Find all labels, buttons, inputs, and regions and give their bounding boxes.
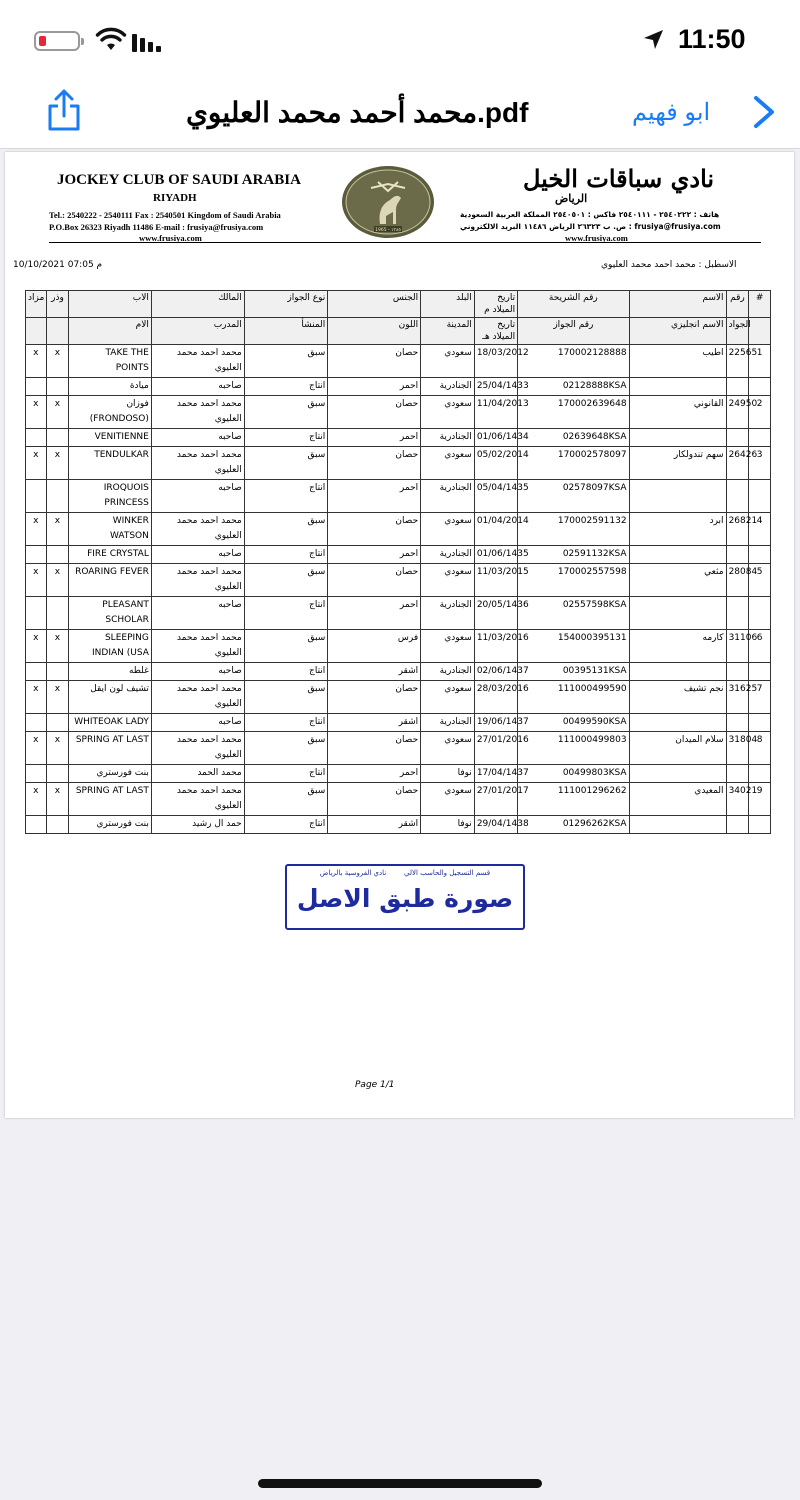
table-cell-passport: 02557598KSA: [518, 597, 629, 630]
table-cell-trainer: صاحبه: [151, 663, 244, 681]
table-cell-name-en: [629, 714, 726, 732]
table-cell-trainer: صاحبه: [151, 714, 244, 732]
table-cell-w: x: [46, 396, 69, 429]
table-cell-name: اطيب: [629, 345, 726, 378]
table-cell-n: 6: [749, 630, 771, 663]
table-header-cell: [749, 318, 771, 345]
table-header-cell: الجنس: [328, 291, 421, 318]
table-header-cell: المدرب: [151, 318, 244, 345]
table-cell-empty: [46, 663, 69, 681]
table-cell-sex: حصان: [328, 513, 421, 546]
table-cell-empty: [749, 714, 771, 732]
table-cell-empty: [26, 597, 47, 630]
table-header-cell: مزاد: [26, 291, 47, 318]
table-cell-name-en: [629, 663, 726, 681]
table-cell-n: 9: [749, 783, 771, 816]
table-cell-dob-g: 11/03/2015: [474, 564, 517, 597]
table-cell-chip: 111001296262: [518, 783, 629, 816]
club-logo: [338, 164, 438, 240]
table-cell-country: سعودي: [421, 345, 475, 378]
table-cell-chip: 111000499803: [518, 732, 629, 765]
table-cell-id: 34021: [726, 783, 749, 816]
letterhead-en-title: JOCKEY CLUB OF SAUDI ARABIA: [57, 172, 301, 188]
table-cell-city: الجنادرية: [421, 546, 475, 564]
table-cell-empty: [749, 597, 771, 630]
table-cell-dam: WHITEOAK LADY: [69, 714, 152, 732]
table-cell-empty: [726, 480, 749, 513]
table-cell-trainer: صاحبه: [151, 378, 244, 396]
table-cell-dob-h: 25/04/1433: [474, 378, 517, 396]
table-cell-dam: VENITIENNE: [69, 429, 152, 447]
table-cell-sex: حصان: [328, 681, 421, 714]
table-cell-chip: 111000499590: [518, 681, 629, 714]
table-cell-country: سعودي: [421, 681, 475, 714]
table-cell-dob-g: 27/01/2016: [474, 732, 517, 765]
table-cell-m: x: [26, 630, 47, 663]
table-header-cell: المالك: [151, 291, 244, 318]
table-cell-pass-type: سبق: [244, 513, 328, 546]
table-row-secondary: [26, 546, 771, 564]
table-row: [26, 447, 771, 480]
page-number: Page 1/1: [355, 1080, 395, 1090]
table-cell-sex: حصان: [328, 783, 421, 816]
home-indicator[interactable]: [258, 1479, 542, 1488]
status-bar: [0, 0, 800, 84]
table-cell-sire: فوزان (FRONDOSO): [69, 396, 152, 429]
table-cell-passport: 00499590KSA: [518, 714, 629, 732]
table-cell-city: نوفا: [421, 816, 475, 834]
wifi-icon: [96, 28, 126, 52]
table-cell-n: 8: [749, 732, 771, 765]
table-cell-m: x: [26, 783, 47, 816]
back-button-label[interactable]: ابو فهيم: [632, 99, 711, 126]
table-cell-sex: حصان: [328, 564, 421, 597]
table-cell-empty: [749, 429, 771, 447]
table-row: [26, 783, 771, 816]
table-cell-country: سعودي: [421, 564, 475, 597]
table-cell-color: اشقر: [328, 663, 421, 681]
table-cell-empty: [26, 663, 47, 681]
table-cell-chip: 170002128888: [518, 345, 629, 378]
table-cell-w: x: [46, 345, 69, 378]
table-cell-chip: 170002557598: [518, 564, 629, 597]
table-row: [26, 681, 771, 714]
table-row: [26, 630, 771, 663]
table-header-cell: الاسم انجليزي: [629, 318, 726, 345]
table-cell-owner: محمد احمد محمد العليوي: [151, 564, 244, 597]
table-cell-dob-h: 29/04/1438: [474, 816, 517, 834]
table-cell-m: x: [26, 345, 47, 378]
table-cell-dob-g: 27/01/2017: [474, 783, 517, 816]
table-cell-color: احمر: [328, 597, 421, 630]
table-cell-dam: غلطه: [69, 663, 152, 681]
table-cell-dob-g: 11/04/2013: [474, 396, 517, 429]
table-cell-empty: [726, 663, 749, 681]
table-cell-owner: محمد احمد محمد العليوي: [151, 681, 244, 714]
table-cell-w: x: [46, 447, 69, 480]
status-time: 11:50: [678, 24, 746, 54]
table-cell-m: x: [26, 513, 47, 546]
table-cell-sire: تشيف لون ايقل: [69, 681, 152, 714]
table-header-cell: [26, 318, 47, 345]
table-cell-w: x: [46, 630, 69, 663]
letterhead-ar-line3: www.frusiya.com: [565, 233, 628, 243]
table-cell-dam: IROQUOIS PRINCESS: [69, 480, 152, 513]
table-row-secondary: [26, 816, 771, 834]
stamp-main-text: صورة طبق الاصل: [296, 884, 514, 913]
table-cell-passport: 00499803KSA: [518, 765, 629, 783]
table-cell-id: 31106: [726, 630, 749, 663]
table-header-cell: تاريخ الميلاد هـ: [474, 318, 517, 345]
table-cell-city: الجنادرية: [421, 429, 475, 447]
table-cell-name: مثعي: [629, 564, 726, 597]
table-cell-empty: [46, 816, 69, 834]
table-cell-name-en: [629, 765, 726, 783]
table-cell-sire: TENDULKAR: [69, 447, 152, 480]
certified-copy-stamp: [285, 864, 525, 930]
table-cell-dob-h: 20/05/1436: [474, 597, 517, 630]
table-row-secondary: [26, 597, 771, 630]
table-header-cell: تاريخ الميلاد م: [474, 291, 517, 318]
table-header-cell: اللون: [328, 318, 421, 345]
table-cell-country: سعودي: [421, 396, 475, 429]
cellular-signal-icon: [132, 32, 170, 52]
table-cell-name-en: [629, 378, 726, 396]
table-cell-owner: محمد احمد محمد العليوي: [151, 345, 244, 378]
letterhead-ar-line2: ص. ب ٢٦٣٢٣ الرياض ١١٤٨٦ البريد الالكتروني : frusiya@frusiya.com: [460, 222, 721, 231]
table-header-cell: الجواد: [726, 318, 749, 345]
table-cell-trainer: صاحبه: [151, 429, 244, 447]
table-cell-owner: محمد احمد محمد العليوي: [151, 513, 244, 546]
table-cell-dob-h: 02/06/1437: [474, 663, 517, 681]
table-cell-country: سعودي: [421, 732, 475, 765]
table-header-cell: [46, 318, 69, 345]
table-cell-country: سعودي: [421, 513, 475, 546]
table-cell-empty: [46, 378, 69, 396]
table-cell-dob-h: 01/06/1435: [474, 546, 517, 564]
stamp-top-left: قسم التسجيل والحاسب الالي: [404, 869, 491, 877]
table-cell-name: المعيدي: [629, 783, 726, 816]
document-title: محمد أحمد محمد العليوي.pdf: [186, 97, 529, 128]
table-cell-origin: انتاج: [244, 480, 328, 513]
table-cell-dam: بنت فورستري: [69, 816, 152, 834]
table-cell-id: 31804: [726, 732, 749, 765]
table-cell-name: ابرد: [629, 513, 726, 546]
table-cell-trainer: حمد ال رشيد: [151, 816, 244, 834]
table-cell-chip: 154000395131: [518, 630, 629, 663]
table-row-secondary: [26, 714, 771, 732]
table-header-cell: المدينة: [421, 318, 475, 345]
table-header-row: [26, 318, 771, 345]
table-cell-origin: انتاج: [244, 546, 328, 564]
table-row: [26, 564, 771, 597]
table-cell-empty: [46, 546, 69, 564]
letterhead-ar-line1: هاتف : ٢٥٤٠٢٢٢ - ٢٥٤٠١١١ فاكس : ٢٥٤٠٥٠١ المملكة العربية السعودية: [460, 210, 720, 219]
table-cell-sex: حصان: [328, 345, 421, 378]
table-cell-origin: انتاج: [244, 429, 328, 447]
table-cell-w: x: [46, 681, 69, 714]
table-cell-color: احمر: [328, 546, 421, 564]
table-cell-name-en: [629, 546, 726, 564]
table-cell-n: 4: [749, 513, 771, 546]
table-cell-color: احمر: [328, 429, 421, 447]
table-cell-sire: ROARING FEVER: [69, 564, 152, 597]
table-cell-name: نجم تشيف: [629, 681, 726, 714]
table-cell-empty: [26, 480, 47, 513]
table-cell-city: الجنادرية: [421, 378, 475, 396]
table-cell-name: القانوني: [629, 396, 726, 429]
battery-icon: [34, 31, 80, 51]
table-cell-empty: [46, 429, 69, 447]
table-cell-id: 24950: [726, 396, 749, 429]
table-header-cell: الاسم: [629, 291, 726, 318]
table-cell-passport: 00395131KSA: [518, 663, 629, 681]
table-cell-city: الجنادرية: [421, 597, 475, 630]
table-cell-sire: WINKER WATSON: [69, 513, 152, 546]
table-cell-empty: [46, 597, 69, 630]
table-cell-color: احمر: [328, 378, 421, 396]
letterhead-en-line1: Tel.: 2540222 - 2540111 Fax : 2540501 Kingdom of Saudi Arabia: [49, 210, 281, 220]
table-row-secondary: [26, 429, 771, 447]
table-cell-pass-type: سبق: [244, 564, 328, 597]
table-cell-empty: [749, 378, 771, 396]
table-cell-name: سلام الميدان: [629, 732, 726, 765]
table-cell-dob-h: 17/04/1437: [474, 765, 517, 783]
table-cell-n: 2: [749, 396, 771, 429]
report-datetime: 10/10/2021 07:05 م: [13, 260, 103, 270]
table-cell-w: x: [46, 513, 69, 546]
table-cell-m: x: [26, 681, 47, 714]
pdf-page: [5, 152, 794, 1118]
table-cell-dob-g: 11/03/2016: [474, 630, 517, 663]
letterhead-en-line2: P.O.Box 26323 Riyadh 11486 E-mail : frusiya@frusiya.com: [49, 222, 264, 232]
table-cell-owner: محمد احمد محمد العليوي: [151, 630, 244, 663]
table-cell-passport: 02128888KSA: [518, 378, 629, 396]
table-cell-country: سعودي: [421, 783, 475, 816]
table-cell-chip: 170002591132: [518, 513, 629, 546]
table-cell-dam: بنت فورستري: [69, 765, 152, 783]
table-cell-empty: [26, 714, 47, 732]
table-row-secondary: [26, 480, 771, 513]
table-cell-dam: PLEASANT SCHOLAR: [69, 597, 152, 630]
table-cell-m: x: [26, 447, 47, 480]
table-cell-id: 31625: [726, 681, 749, 714]
table-cell-empty: [726, 765, 749, 783]
table-cell-sex: حصان: [328, 396, 421, 429]
table-cell-empty: [46, 480, 69, 513]
table-row-secondary: [26, 378, 771, 396]
table-cell-origin: انتاج: [244, 714, 328, 732]
table-cell-dob-h: 05/04/1435: [474, 480, 517, 513]
table-header-cell: #: [749, 291, 771, 318]
table-cell-empty: [726, 714, 749, 732]
table-cell-trainer: صاحبه: [151, 480, 244, 513]
table-cell-pass-type: سبق: [244, 732, 328, 765]
table-cell-empty: [726, 597, 749, 630]
table-cell-pass-type: سبق: [244, 681, 328, 714]
table-cell-city: الجنادرية: [421, 714, 475, 732]
table-cell-empty: [46, 714, 69, 732]
table-cell-empty: [26, 816, 47, 834]
table-cell-m: x: [26, 732, 47, 765]
table-row: [26, 345, 771, 378]
table-cell-color: احمر: [328, 765, 421, 783]
table-cell-sire: SLEEPING INDIAN (USA: [69, 630, 152, 663]
table-cell-dob-g: 28/03/2016: [474, 681, 517, 714]
share-icon[interactable]: [44, 88, 84, 132]
table-cell-origin: انتاج: [244, 378, 328, 396]
table-cell-passport: 02639648KSA: [518, 429, 629, 447]
table-cell-pass-type: سبق: [244, 447, 328, 480]
table-cell-trainer: صاحبه: [151, 597, 244, 630]
table-cell-sire: SPRING AT LAST: [69, 732, 152, 765]
table-cell-origin: انتاج: [244, 663, 328, 681]
stamp-top-right: نادي الفروسية بالرياض: [319, 869, 387, 877]
table-cell-color: اشقر: [328, 816, 421, 834]
table-cell-n: 7: [749, 681, 771, 714]
table-cell-pass-type: سبق: [244, 345, 328, 378]
letterhead-en-city: RIYADH: [153, 192, 197, 204]
table-header-cell: نوع الجواز: [244, 291, 328, 318]
table-cell-sire: TAKE THE POINTS: [69, 345, 152, 378]
table-cell-empty: [46, 765, 69, 783]
table-cell-passport: 02578097KSA: [518, 480, 629, 513]
horses-table: [25, 290, 771, 834]
table-cell-empty: [26, 546, 47, 564]
table-cell-empty: [726, 378, 749, 396]
letterhead-divider: [49, 242, 761, 243]
letterhead-ar-city: الرياض: [555, 192, 588, 205]
table-cell-w: x: [46, 564, 69, 597]
table-header-cell: البلد: [421, 291, 475, 318]
table-cell-pass-type: سبق: [244, 783, 328, 816]
table-cell-passport: 01296262KSA: [518, 816, 629, 834]
table-cell-id: 28084: [726, 564, 749, 597]
letterhead-ar-title: نادي سباقات الخيل: [523, 164, 715, 193]
table-header-cell: الام: [69, 318, 152, 345]
table-cell-pass-type: سبق: [244, 396, 328, 429]
table-cell-city: الجنادرية: [421, 480, 475, 513]
table-cell-dob-g: 01/04/2014: [474, 513, 517, 546]
table-cell-name-en: [629, 816, 726, 834]
table-header-cell: رقم الشريحة: [518, 291, 629, 318]
table-cell-trainer: صاحبه: [151, 546, 244, 564]
table-cell-empty: [26, 429, 47, 447]
table-cell-sex: فرس: [328, 630, 421, 663]
table-row: [26, 396, 771, 429]
table-cell-dob-h: 01/06/1434: [474, 429, 517, 447]
table-cell-dob-g: 05/02/2014: [474, 447, 517, 480]
table-cell-empty: [26, 765, 47, 783]
table-cell-sex: حصان: [328, 447, 421, 480]
table-cell-id: 26821: [726, 513, 749, 546]
table-cell-sex: حصان: [328, 732, 421, 765]
table-header-row: [26, 291, 771, 318]
table-cell-empty: [749, 663, 771, 681]
table-cell-empty: [26, 378, 47, 396]
table-cell-empty: [726, 816, 749, 834]
table-cell-origin: انتاج: [244, 816, 328, 834]
table-row-secondary: [26, 663, 771, 681]
table-cell-empty: [749, 765, 771, 783]
table-cell-w: x: [46, 783, 69, 816]
table-cell-name: سهم تندولكار: [629, 447, 726, 480]
letterhead-en-line3: www.frusiya.com: [139, 233, 202, 243]
table-cell-owner: محمد احمد محمد العليوي: [151, 447, 244, 480]
table-cell-n: 1: [749, 345, 771, 378]
table-cell-name-en: [629, 597, 726, 630]
table-cell-origin: انتاج: [244, 597, 328, 630]
table-cell-m: x: [26, 564, 47, 597]
table-header-cell: رقم الجواز: [518, 318, 629, 345]
table-header-cell: الاب: [69, 291, 152, 318]
table-row: [26, 732, 771, 765]
table-cell-empty: [749, 480, 771, 513]
table-cell-n: 3: [749, 447, 771, 480]
table-cell-owner: محمد احمد محمد العليوي: [151, 732, 244, 765]
table-cell-dob-h: 19/06/1437: [474, 714, 517, 732]
table-cell-id: 22565: [726, 345, 749, 378]
table-cell-country: سعودي: [421, 447, 475, 480]
table-cell-sire: SPRING AT LAST: [69, 783, 152, 816]
table-cell-dam: FIRE CRYSTAL: [69, 546, 152, 564]
table-cell-pass-type: سبق: [244, 630, 328, 663]
location-arrow-icon: [642, 28, 666, 52]
table-header-cell: وذر: [46, 291, 69, 318]
table-cell-owner: محمد احمد محمد العليوي: [151, 396, 244, 429]
table-cell-name: كارمه: [629, 630, 726, 663]
table-cell-w: x: [46, 732, 69, 765]
table-cell-id: 26426: [726, 447, 749, 480]
table-cell-trainer: محمد الحمد: [151, 765, 244, 783]
logo-year: 1965 - ١٣٨٥: [375, 228, 401, 233]
table-cell-empty: [749, 816, 771, 834]
table-cell-origin: انتاج: [244, 765, 328, 783]
table-cell-city: نوفا: [421, 765, 475, 783]
table-cell-country: سعودي: [421, 630, 475, 663]
back-chevron-icon[interactable]: [748, 94, 778, 130]
stable-label: الاسطبل : محمد احمد محمد العليوي: [601, 260, 737, 270]
table-row-secondary: [26, 765, 771, 783]
table-header-cell: رقم: [726, 291, 749, 318]
table-row: [26, 513, 771, 546]
table-cell-m: x: [26, 396, 47, 429]
table-cell-owner: محمد احمد محمد العليوي: [151, 783, 244, 816]
table-cell-chip: 170002639648: [518, 396, 629, 429]
table-cell-empty: [726, 546, 749, 564]
table-cell-name-en: [629, 480, 726, 513]
table-cell-empty: [726, 429, 749, 447]
table-header-cell: المنشأ: [244, 318, 328, 345]
table-cell-city: الجنادرية: [421, 663, 475, 681]
table-cell-name-en: [629, 429, 726, 447]
table-cell-color: احمر: [328, 480, 421, 513]
table-cell-dam: ميادة: [69, 378, 152, 396]
table-cell-passport: 02591132KSA: [518, 546, 629, 564]
table-cell-chip: 170002578097: [518, 447, 629, 480]
table-cell-empty: [749, 546, 771, 564]
table-cell-dob-g: 18/03/2012: [474, 345, 517, 378]
table-cell-color: اشقر: [328, 714, 421, 732]
table-cell-n: 5: [749, 564, 771, 597]
